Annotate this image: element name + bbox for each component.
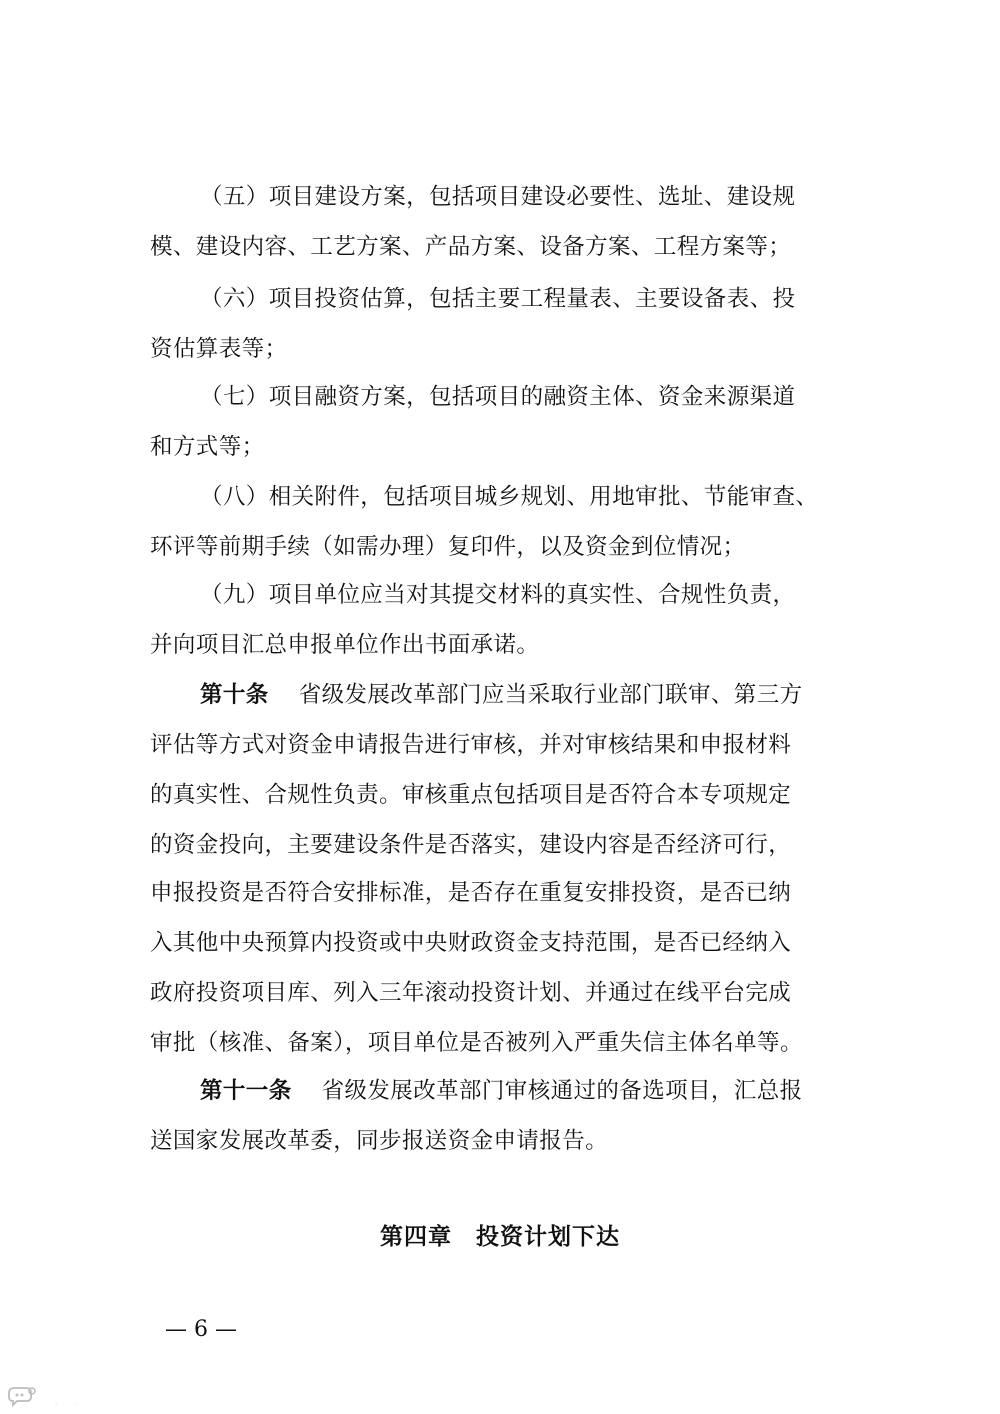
paragraph-line: 并向项目汇总申报单位作出书面承诺。 (150, 632, 540, 658)
paragraph-line: 的资金投向，主要建设条件是否落实，建设内容是否经济可行， (150, 832, 792, 858)
paragraph-line: 政府投资项目库、列入三年滚动投资计划、并通过在线平台完成 (150, 980, 792, 1006)
article-number: 第十条 (200, 682, 269, 708)
paragraph-line: 申报投资是否符合安排标准，是否存在重复安排投资，是否已纳 (150, 880, 792, 906)
article-number: 第十一条 (200, 1078, 292, 1104)
paragraph-line: 资估算表等； (150, 336, 288, 362)
page-number: — 6 — (165, 1317, 237, 1342)
watermark-text: 大数跨境 (40, 1386, 117, 1408)
paragraph-line: 入其他中央预算内投资或中央财政资金支持范围，是否已经纳入 (150, 930, 792, 956)
paragraph-line: 省级发展改革部门应当采取行业部门联审、第三方 (298, 682, 803, 708)
paragraph-line: 的真实性、合规性负责。审核重点包括项目是否符合本专项规定 (150, 782, 792, 808)
paragraph-line: 送国家发展改革委，同步报送资金申请报告。 (150, 1128, 609, 1154)
chat-bubble-icon (8, 1385, 36, 1407)
paragraph-line: 审批（核准、备案），项目单位是否被列入严重失信主体名单等。 (150, 1030, 803, 1056)
paragraph-line: （七）项目融资方案，包括项目的融资主体、资金来源渠道 (200, 384, 796, 410)
chapter-title: 第四章 投资计划下达 (380, 1224, 620, 1250)
paragraph-line: （五）项目建设方案，包括项目建设必要性、选址、建设规 (200, 184, 796, 210)
watermark (8, 1382, 116, 1409)
paragraph-line: 环评等前期手续（如需办理）复印件，以及资金到位情况； (150, 534, 746, 560)
paragraph-line: 评估等方式对资金申请报告进行审核，并对审核结果和申报材料 (150, 732, 792, 758)
article-10-first-line (200, 680, 850, 710)
paragraph-line: （八）相关附件，包括项目城乡规划、用地审批、节能审查、 (200, 484, 819, 510)
paragraph-line: （六）项目投资估算，包括主要工程量表、主要设备表、投 (200, 286, 796, 312)
paragraph-line: 省级发展改革部门审核通过的备选项目，汇总报 (321, 1078, 803, 1104)
paragraph-line: 模、建设内容、工艺方案、产品方案、设备方案、工程方案等； (150, 234, 792, 260)
paragraph-line: 和方式等； (150, 434, 265, 460)
paragraph-line: （九）项目单位应当对其提交材料的真实性、合规性负责， (200, 582, 796, 608)
article-11-first-line (200, 1076, 850, 1106)
